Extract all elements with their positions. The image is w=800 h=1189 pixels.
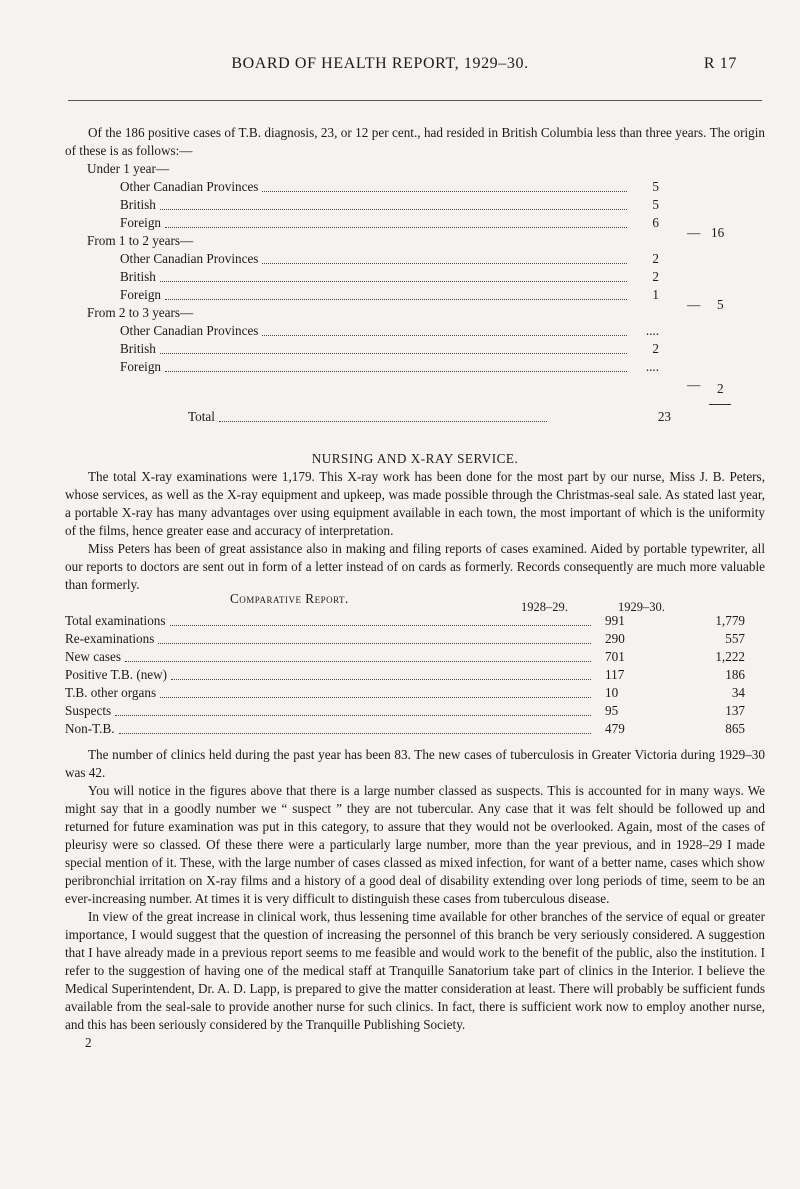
paragraph: You will notice in the figures above that there is a large number classed as suspects. This is accounted for in many ways. We might say that in a goodly number we “ suspect ” they are not tubercular. Any case that it was felt should be followed up and returned for future examination was put in this category, to assure that they would not be overlooked. Again, most of the cases of pleurisy were so classed. Of these there were a particularly large number, more than the year previous, and in 1928–29 I made special mention of it. These, with the large number of cases classed as mixed infection, for want of a better name, cases which show peribronchial irritation on X-ray films and a history of a good deal of disability extending over long periods of time, seem to be an ever-increasing number. At times it is very difficult to distinguish these cases from tuberculous disease. xyxy=(65,783,765,906)
subtotal-value: 5 xyxy=(717,297,724,312)
column-header: 1928–29. xyxy=(521,600,568,614)
paragraph: The number of clinics held during the past year has been 83. The new cases of tuberculosis in Greater Victoria during 1929–30 was 42. xyxy=(65,747,765,780)
table-row: Positive T.B. (new) 117 186 xyxy=(65,667,745,682)
origin-list xyxy=(65,160,765,426)
list-item: Other Canadian Provinces .... xyxy=(120,323,659,338)
subtotal-dash: — xyxy=(687,377,701,392)
signature-mark: 2 xyxy=(85,1035,92,1050)
total-rule xyxy=(709,404,731,405)
total-row xyxy=(65,408,765,426)
intro-text: Of the 186 positive cases of T.B. diagnosis, 23, or 12 per cent., had resided in British Columbia less than three years. The origin of these is as follows:— xyxy=(65,125,765,158)
main-text xyxy=(65,450,765,594)
group-heading: From 1 to 2 years— — 16 xyxy=(87,225,725,248)
list-item: Foreign .... xyxy=(120,359,659,374)
header-title: BOARD OF HEALTH REPORT, 1929–30. xyxy=(231,55,529,72)
subtotal-value: 2 xyxy=(717,381,724,396)
list-item: Other Canadian Provinces 2 xyxy=(120,251,659,266)
paragraph: Miss Peters has been of great assistance also in making and filing reports of cases examined. Aided by portable typewriter, all our reports to doctors are sent out in form of a letter instead of on cards as formerly. Records consequently are much more valuable than formerly. xyxy=(65,541,765,592)
table-row: Suspects 95 137 xyxy=(65,703,745,718)
list-item: Foreign 1 xyxy=(120,287,659,302)
column-header: 1929–30. xyxy=(618,600,665,614)
table-row: Total examinations 991 1,779 xyxy=(65,613,745,628)
paragraph: In view of the great increase in clinical work, thus lessening time available for other branches of the service of equal or greater importance, I would suggest that the question of increasing the personnel of this branch be very seriously considered. A suggestion that I have already made in a previous report seems to me feasible and would work to the benefit of the public, also the institution. I refer to the suggestion of having one of the medical staff at Tranquille Sanatorium take part of clinics in the Interior. I believe the Medical Superintendent, Dr. A. D. Lapp, is prepared to give the matter consideration at least. There will probably be sufficient funds available from the seal-sale to provide another nurse for such clinics. In fact, there is sufficient work now to employ another nurse, and this has been seriously considered by the Tranquille Publishing Society. xyxy=(65,909,765,1032)
paragraph: The total X-ray examinations were 1,179. This X-ray work has been done for the most part by our nurse, Miss J. B. Peters, whose services, as well as the X-ray equipment and upkeep, was made possible through the Christmas-seal sale. As stated last year, a portable X-ray has many advantages over using equipment available in each town, the most important of which is the uniformity of the films, hence greater ease and accuracy of interpretation. xyxy=(65,469,765,538)
subtotal-dash: — xyxy=(687,225,701,240)
comparative-title: Comparative Report. xyxy=(230,591,349,606)
table-row: T.B. other organs 10 34 xyxy=(65,685,745,700)
list-item: Foreign 6 xyxy=(120,215,659,230)
list-item: British 2 xyxy=(120,341,659,356)
table-row: New cases 701 1,222 xyxy=(65,649,745,664)
running-header xyxy=(0,49,800,73)
page-number: R 17 xyxy=(703,55,737,72)
list-item: Other Canadian Provinces 5 xyxy=(120,179,659,194)
intro-paragraph xyxy=(65,124,765,160)
comparative-report xyxy=(65,591,765,738)
header-rule xyxy=(68,100,762,101)
group-heading: From 2 to 3 years— — 5 xyxy=(87,297,724,320)
table-row: Non-T.B. 479 865 xyxy=(65,721,745,736)
subtotal-line xyxy=(65,376,765,394)
list-item: British 2 xyxy=(120,269,659,284)
subtotal-value: 16 xyxy=(711,225,725,240)
subtotal-dash: — xyxy=(687,297,701,312)
list-item: British 5 xyxy=(120,197,659,212)
section-title: NURSING AND X-RAY SERVICE. xyxy=(311,451,519,466)
group-heading: Under 1 year— xyxy=(87,161,170,176)
total-label: Total xyxy=(188,409,215,424)
table-row: Re-examinations 290 557 xyxy=(65,631,745,646)
closing-text xyxy=(65,746,765,1052)
total-value: 23 xyxy=(657,409,671,424)
comparative-header xyxy=(65,591,765,614)
